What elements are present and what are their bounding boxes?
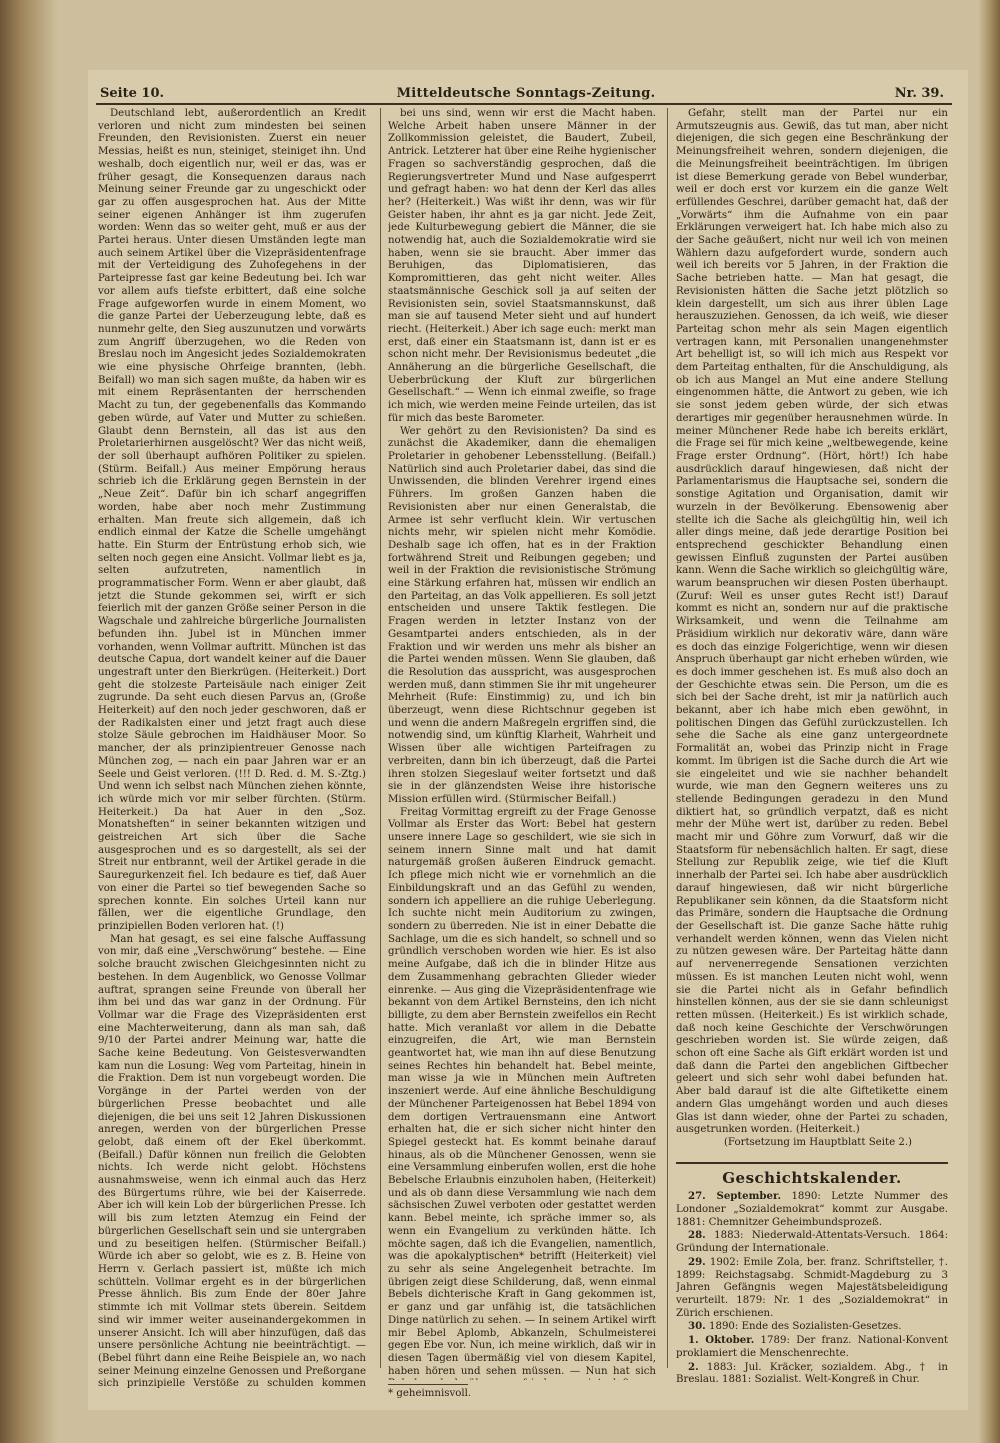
page-number: Seite 10. [100, 86, 165, 101]
calendar-entry [676, 1229, 948, 1255]
calendar-entry [676, 1256, 948, 1321]
continuation-note: (Fortsetzung im Hauptblatt Seite 2.) [723, 1136, 913, 1148]
column-2 [388, 108, 656, 1380]
paragraph: Gefahr, stellt man der Partei nur ein Armutszeugnis aus. Gewiß, das tut man, aber nicht diejenigen, die sich gegen eine Beschränkung der Meinungsfreiheit wehren, sondern diejenigen, die die Meinungsfreiheit beeinträchtigen. Im übrigen ist diese Bemerkung gerade von Bebel wunderbar, weil er doch erst vor kurzem ein die ganze Welt erfüllendes Geschrei, darüber gemacht hat, daß der „Vorwärts“ ihm die Aufnahme von ein paar Erklärungen verweigert hat. Ich habe mich also zu der Sache geäußert, nicht nur weil ich von meinen Wählern dazu aufgefordert wurde, sondern auch weil ich bereits vor 5 Jahren, in der Fraktion die Sache betrieben hatte. — Man hat gesagt, die Revisionisten hätten die Sache jetzt plötzlich so klein dargestellt, um sich aus ihrer üblen Lage herauszuziehen. Genossen, da ich weiß, wie dieser Parteitag schon mehr als sein Magen eigentlich vertragen kann, mit Personalien unangenehmster Art behelligt ist, so will ich mich aus Respekt vor dem Parteitag enthalten, für die Anschuldigung, als ob ich aus Mangel an Mut eine andere Stellung eingenommen hätte, die Antwort zu geben, wie ich sie sonst jedem geben würde, der sich etwas derartiges mir gegenüber herausnehmen würde. In meiner Münchener Rede habe ich bereits erklärt, die Frage sei für mich keine „weltbewegende, keine Frage erster Ordnung“. (Hört, hört!) Ich habe ausdrücklich darauf hingewiesen, daß nicht der Parlamentarismus die Hauptsache sei, sondern die sonstige Agitation und Organisation, damit wir wurzeln in der Bevölkerung. Ebensowenig aber stellte ich die Sache als gleichgültig hin, weil ich aller dings meine, daß jede derartige Position bei entsprechend geschickter Behandlung einen gewissen Einfluß zugunsten der Partei ausüben kann. Wenn die Sache wirklich so gleichgültig wäre, warum beanspruchen wir diesen Posten überhaupt. (Zuruf: Weil es unser gutes Recht ist!) Darauf kommt es nicht an, sondern nur auf die praktische Wirksamkeit, und wenn die Teilnahme am Präsidium wirklich nur dekorativ wäre, dann wäre es doch das einzige Folgerichtige, wenn wir diesen Anspruch überhaupt gar nicht erheben würden, wie es doch immer geschehen ist. Es muß also doch an der Geschichte etwas sein. Die Person, um die es sich bei der Sache dreht, ist mir ja natürlich auch bekannt, aber ich habe mich eben gewöhnt, in politischen Dingen das Gefühl zurückzustellen. Ich sehe die Sache als eine ganz untergeordnete Formalität an, wobei das Prinzip nicht in Frage kommt. Im übrigen ist die Sache durch die Art wie sie eingeleitet und wie sie nachher behandelt wurde, wie man den Gegnern weiteres uns zu stellende Bedingungen geradezu in den Mund diktiert hat, so gründlich verpatzt, daß es nicht mehr der Mühe wert ist, darüber zu reden. Bebel macht mir und Göhre zum Vorwurf, daß wir die Staatsform für nebensächlich halten. Er sagt, diese Stellung zur Republik zeige, wie tief die Kluft innerhalb der Partei sei. Ich habe aber ausdrücklich darauf hingewiesen, daß wir nicht bürgerliche Republikaner sein können, da die Staatsform nicht das Primäre, sondern die Hauptsache die Ordnung der Gesellschaft ist. Die ganze Sache hätte ruhig verhandelt werden können, wenn das Vielen nicht zu nützen gewesen wäre. Der Parteitag hätte dann auf nervenerregende Sensationen verzichten müssen. Es ist manchen Leuten nicht wohl, wenn sie die Partei nicht als in Gefahr befindlich hinstellen können, aus der sie sie dann schleunigst retten müssen. (Heiterkeit.) Es ist wirklich schade, daß noch keine Geschichte der Verschwörungen geschrieben worden ist. Sie würde zeigen, daß schon oft eine Sache als Gift erklärt worden ist und daß dann die Partei den angeblichen Giftbecher geleert und sich sehr wohl dabei befunden hat. Aber bald darauf ist die alte Giftetikette einem andern Glas umgehängt worden und auch dieses Glas ist dann wieder, ohne der Partei zu schaden, ausgetrunken worden. (Heiterkeit.) [676, 108, 948, 1136]
paragraph: Man hat gesagt, es sei eine falsche Auffassung von mir, daß eine „Verschwörung“ bestehe. — Eine solche braucht zwischen Gleichgesinnten nicht zu bestehen. In dem Augenblick, wo Genosse Vollmar auftrat, sprangen seine Freunde von überall her ihm bei und das war ganz in der Ordnung. Für Vollmar war die Frage des Vizepräsidenten erst eine Machterweiterung, dann als man sah, daß 9/10 der Partei andrer Meinung war, hatte die Sache keine Bedeutung. Von Geistesverwandten kam nun die Losung: Weg vom Parteitag, hinein in die Fraktion. Dem ist nun vorgebeugt worden. Die Vorgänge in der Partei werden von der bürgerlichen Presse beobachtet und alle diejenigen, die bei uns seit 12 Jahren Diskussionen anregen, werden von der bürgerlichen Presse gelobt, daß einem oft der Ekel überkommt. (Beifall.) Dafür können nun freilich die Gelobten nichts. Ich werde nicht gelobt. Höchstens ausnahmsweise, wenn ich einmal auch das Herz des Bürgertums rühre, wie bei der Kaiserrede. Aber ich will kein Lob der bürgerlichen Presse. Ich will bis zum letzten Atemzug ein Feind der bürgerlichen Gesellschaft sein und sie untergraben und zu beseitigen helfen. (Stürmischer Beifall.) Würde ich aber so gelobt, wie es z. B. Heine von Herrn v. Gerlach passiert ist, müßte ich mich schütteln. Vollmar ergeht es in der bürgerlichen Presse ähnlich. Bis zum Ende der 80er Jahre stimmte ich mit Vollmar stets überein. Seitdem sind wir immer weiter auseinandergekommen in unserer Ansicht. Ich will aber hinzufügen, daß das unsere persönliche Achtung nie beeinträchtigt. — (Bebel führt dann eine Reihe Beispiele an, wo nach seiner Meinung einzelne Genossen und Preßorgane sich prinzipielle Verstöße zu schulden kommen [98, 933, 366, 1388]
page-header [96, 84, 956, 104]
calendar-date: 1. Oktober. [688, 1334, 755, 1347]
calendar-entry [676, 1387, 948, 1388]
column-divider-2 [667, 108, 668, 1368]
calendar-text: 1890: Ende des Sozialisten-Gesetzes. [708, 1321, 902, 1333]
calendar-date: 28. [688, 1229, 706, 1242]
calendar-date [688, 1387, 699, 1388]
footnote: * geheimnisvoll. [388, 1388, 472, 1399]
paragraph: Deutschland lebt, außerordentlich an Kredit verloren und nicht zum mindesten bei seinen Freunden, den Revisionisten. Zuerst ein neuer Messias, heißt es nun, steiniget, steiniget ihn. Und weshalb, doch eigentlich nur, weil er das, was er früher gesagt, die Konsequenzen daraus nach Meinung seiner Freunde gar zu ungeschickt oder gar zu offen ausgesprochen hat. Aus der Mitte seiner eigenen Anhänger ist ihm zugerufen worden: Wenn das so weiter geht, muß er aus der Partei heraus. Unter diesen Umständen legte man auch seinem Artikel über die Vizepräsidentenfrage mit der Verteidigung des Zuhofegehens in der Parteipresse fast gar keine Bedeutung bei. Ich war vor allem aufs tiefste erbittert, daß eine solche Frage aufgeworfen wurde in einem Moment, wo die ganze Partei der Ueberzeugung lebte, daß es nunmehr gelte, den Sieg auszunutzen und vorwärts zum Angriff überzugehen, wo die Reden von Breslau noch im Angesicht jedes Sozialdemokraten wie eine physische Ohrfeige brannten, (lebh. Beifall) wo man sich sagen mußte, da haben wir es mit einem Repräsentanten der herrschenden Macht zu tun, der gegebenenfalls das Kommando geben würde, auf Vater und Mutter zu schießen. Glaubt denn Bernstein, all das ist aus den Proletarierhirnen ausgelöscht? Wer das nicht weiß, der soll überhaupt aufhören Politiker zu spielen. (Stürm. Beifall.) Aus meiner Empörung heraus schrieb ich die Erklärung gegen Bernstein in der „Neue Zeit“. Dafür bin ich scharf angegriffen worden, habe aber noch mehr Zustimmung erhalten. Man freute sich allgemein, daß ich endlich einmal der Katze die Schelle umgehängt hatte. Ein Sturm der Entrüstung erhob sich, wie selten noch gegen eine Ansicht. Vollmar liebt es ja, selten aufzutreten, namentlich in programmatischer Form. Wenn er aber glaubt, daß jetzt die Stunde gekommen sei, wirft er sich feierlich mit der ganzen Größe seiner Person in die Wagschale und zahlreiche bürgerliche Journalisten befunden ihn. Jubel ist in München immer vorhanden, wenn Vollmar auftritt. München ist das deutsche Capua, dort wandelt keiner auf die Dauer ungestraft unter den Bierkrügen. (Heiterkeit.) Dort geht die stolzeste Parteisäule nach einiger Zeit zugrunde. Da seht euch diesen Parvus an, (Große Heiterkeit) auf den noch jeder geschworen, daß er der Radikalsten einer und jetzt fragt auch diese stolze Säule gebrochen im Haidhäuser Moor. So mancher, der als prinzipientreuer Genosse nach München zog, — nach ein paar Jahren war er an Seele und Geist verloren. (!!! D. Red. d. M. S.-Ztg.) Und wenn ich selbst nach München ziehen könnte, ich würde mich vor mir selber fürchten. (Stürm. Heiterkeit.) Da hat Auer in den „Soz. Monatsheften“ in seiner bekannten witzigen und geistreichen Art sich über die Sache ausgesprochen und es so dargestellt, als sei der Streit nur entbrannt, weil der Artikel gerade in die Sauregurkenzeit fiel. Ich bedaure es tief, daß Auer von einer die Partei so tief bewegenden Sache so sprechen konnte. Ein solches Urteil kann nur fällen, wer die eigentliche Grundlage, den prinzipiellen Boden verloren hat. (!) [98, 108, 366, 932]
calendar-date: 30. [688, 1320, 706, 1333]
calendar-date: 29. [688, 1255, 706, 1268]
calendar-date: 2. [688, 1360, 699, 1373]
column-3 [676, 108, 948, 1388]
issue-number: Nr. 39. [894, 86, 944, 101]
calendar-text: 1789: Der franz. National-Konvent proklamiert die Menschenrechte. [676, 1335, 948, 1359]
calendar-entry [676, 1320, 948, 1334]
calendar-entry [676, 1361, 948, 1387]
calendar-title: Geschichtskalender. [722, 1168, 902, 1187]
calendar-text: 1890: Letzte Nummer des Londoner „Sozialdemokrat“ kommt zur Ausgabe. 1881: Chemnitzer Geheimbundsprozeß. [676, 1191, 948, 1228]
column-1 [98, 108, 366, 1388]
paragraph: Wer gehört zu den Revisionisten? Da sind es zunächst die Akademiker, dann die ehemaligen Proletarier in gehobener Lebensstellung. (Beifall.) Natürlich sind auch Proletarier dabei, das sind die Unwissenden, die blinden Verehrer irgend eines Führers. Im großen Ganzen haben die Revisionisten aber nur einen Generalstab, die Armee ist sehr verflucht klein. Wir vertuschen nichts mehr, wir spielen nicht mehr Komödie. Deshalb sage ich offen, hat es in der Fraktion fortwährend Streit und Reibungen gegeben; und weil in der Fraktion die revisionistische Strömung eine Stärkung erfahren hat, müssen wir endlich an den Parteitag, an das Volk appellieren. Es soll jetzt entscheiden und unsere Taktik festlegen. Die Fragen werden in letzter Instanz von der Gesamtpartei anders entschieden, als in der Fraktion und wir werden uns mehr als bisher an die Partei wenden müssen. Wenn Sie glauben, daß die Resolution das ausspricht, was ausgesprochen werden muß, dann stimmen Sie ihr mit ungeheurer Mehrheit (Rufe: Einstimmig) zu, und ich bin überzeugt, wenn diese Richtschnur gegeben ist und wenn die andern Maßregeln ergriffen sind, die notwendig sind, um künftig Klarheit, Wahrheit und Wissen über alle wichtigen Parteifragen zu verbreiten, dann bin ich überzeugt, daß die Partei ihren stolzen Siegeslauf weiter fortsetzt und daß sie in der glänzendsten Weise ihre historische Mission erfüllen wird. (Stürmischer Beifall.) [388, 425, 656, 805]
book-binding [0, 0, 58, 1443]
section-separator [676, 1158, 948, 1168]
calendar-text: 1883: Jul. Kräcker, sozialdem. Abg., † in Breslau. 1881: Sozialist. Welt-Kongreß in Chur. [676, 1361, 948, 1386]
calendar-date: 27. September. [688, 1190, 781, 1203]
calendar-entry [676, 1334, 948, 1360]
calendar-text: 1883: Niederwald-Attentats-Versuch. 1864: Gründung der Internationale. [676, 1230, 948, 1255]
page-edge [978, 0, 1000, 1443]
calendar-text: 1902: Emile Zola, ber. franz. Schriftsteller, †. 1899: Reichstagsabg. Schmidt-Magdeburg zu 3 Jahren Gefängnis wegen Majestätsbeleidigung verurteilt. 1879: Nr. 1 des „Sozialdemokrat“ in Zürich erschienen. [676, 1256, 948, 1319]
column-divider-1 [380, 108, 381, 1368]
footnote-rule [388, 1384, 468, 1385]
newspaper-title: Mitteldeutsche Sonntags-Zeitung. [396, 86, 656, 101]
header-rule [96, 103, 952, 105]
paragraph: Freitag Vormittag ergreift zu der Frage Genosse Vollmar als Erster das Wort: Bebel hat gestern unsere innere Lage so geschildert, wie sie sich in seinem innern Sinne malt und hat damit naturgemäß großen äußeren Eindruck gemacht. Ich pflege mich nicht wie er vornehmlich an die Einbildungskraft und an das Gefühl zu wenden, sondern ich appelliere an die ruhige Ueberlegung. Ich suchte nicht mein Auditorium zu zwingen, sondern zu überreden. Nie ist in einer Debatte die Sachlage, um die es sich handelt, so schnell und so gründlich verschoben worden wie hier. Es ist also meine Aufgabe, daß ich die in blinder Hitze aus dem Zusammenhang gebrachten Glieder wieder einrenke. — Aus ging die Vizepräsidentenfrage wie bekannt von dem Artikel Bernsteins, den ich nicht billigte, zu dem aber Bernstein zweifellos ein Recht hatte. Mich veranlaßt vor allem in die Debatte einzugreifen, die Art, wie man Bernstein geantwortet hat, wie man ihn auf diese Benutzung seines Rechtes hin behandelt hat. Bebel meinte, man wisse ja wie in München mein Auftreten inszeniert werde. Auf eine ähnliche Beschuldigung der Münchener Parteigenossen hat Bebel 1894 von dem dortigen Vertrauensmann eine Antwort erhalten hat, die er sich sicher nicht hinter den Spiegel gesteckt hat. Es kommt beinahe darauf hinaus, als ob die Münchener Genossen, wenn sie eine Versammlung einberufen wollen, erst die hohe Bebelsche Erlaubnis einzuholen haben, (Heiterkeit) und als ob dann diese Versammlung wie nach dem sächsischen Zuwel verboten oder gestattet werden kann. Bebel meinte, ich spräche immer so, als wenn ein Evangelium zu verkünden hätte. Ich möchte sagen, daß ich die Evangelien, namentlich, was die apokalyptischen* betrifft (Heiterkeit) viel zu sehr als seine Angelegenheit betrachte. Im übrigen zeigt diese Schilderung, daß, wenn einmal Bebels dichterische Kraft in Gang gekommen ist, er ganz und gar unfähig ist, die tatsächlichen Dinge natürlich zu sehen. — In seinem Artikel wirft mir Bebel Aplomb, Abkanzeln, Schulmeisterei gegen Ebe vor. Nun, ich meine wirklich, daß wir in diesen Tagen übermäßig viel von diesem Kapitel, haben hören und sehen müssen. — Nun hat sich [388, 806, 656, 1377]
paragraph: bei uns sind, wenn wir erst die Macht haben. Welche Arbeit haben unsere Männer in der Zollkommission geleistet, die Baudert, Zubeil, Antrick. Letzterer hat über eine Reihe hygienischer Fragen so sachverständig gesprochen, daß die Regierungsvertreter Mund und Nase aufgesperrt und gefragt haben: wo hat denn der Kerl das alles her? (Heiterkeit.) Was wißt ihr denn, was wir für Geister haben, ihr ahnt es ja gar nicht. Jede Zeit, jede Kulturbewegung gebiert die Männer, die sie notwendig hat, auch die Sozialdemokratie wird sie haben, wenn sie sie braucht. Aber immer das Beruhigen, das Diplomatisieren, das Kompromittieren, das geht nicht weiter. Alles staatsmännische Geschick soll ja auf seiten der Revisionisten sein, soviel Staatsmannskunst, daß man sie auf tausend Meter sieht und auf hundert riecht. (Heiterkeit.) Aber ich sage euch: merkt man erst, daß einer ein Staatsmann ist, dann ist er es schon nicht mehr. Der Revisionismus bedeutet „die Annäherung an die bürgerliche Gesellschaft, die Ueberbrückung der Kluft zur bürgerlichen Gesellschaft.“ — Wenn ich einmal zweifle, so frage ich mich, wie werden meine Feinde urteilen, das ist für mich das beste Barometer. [388, 108, 656, 424]
calendar-entry [676, 1190, 948, 1229]
